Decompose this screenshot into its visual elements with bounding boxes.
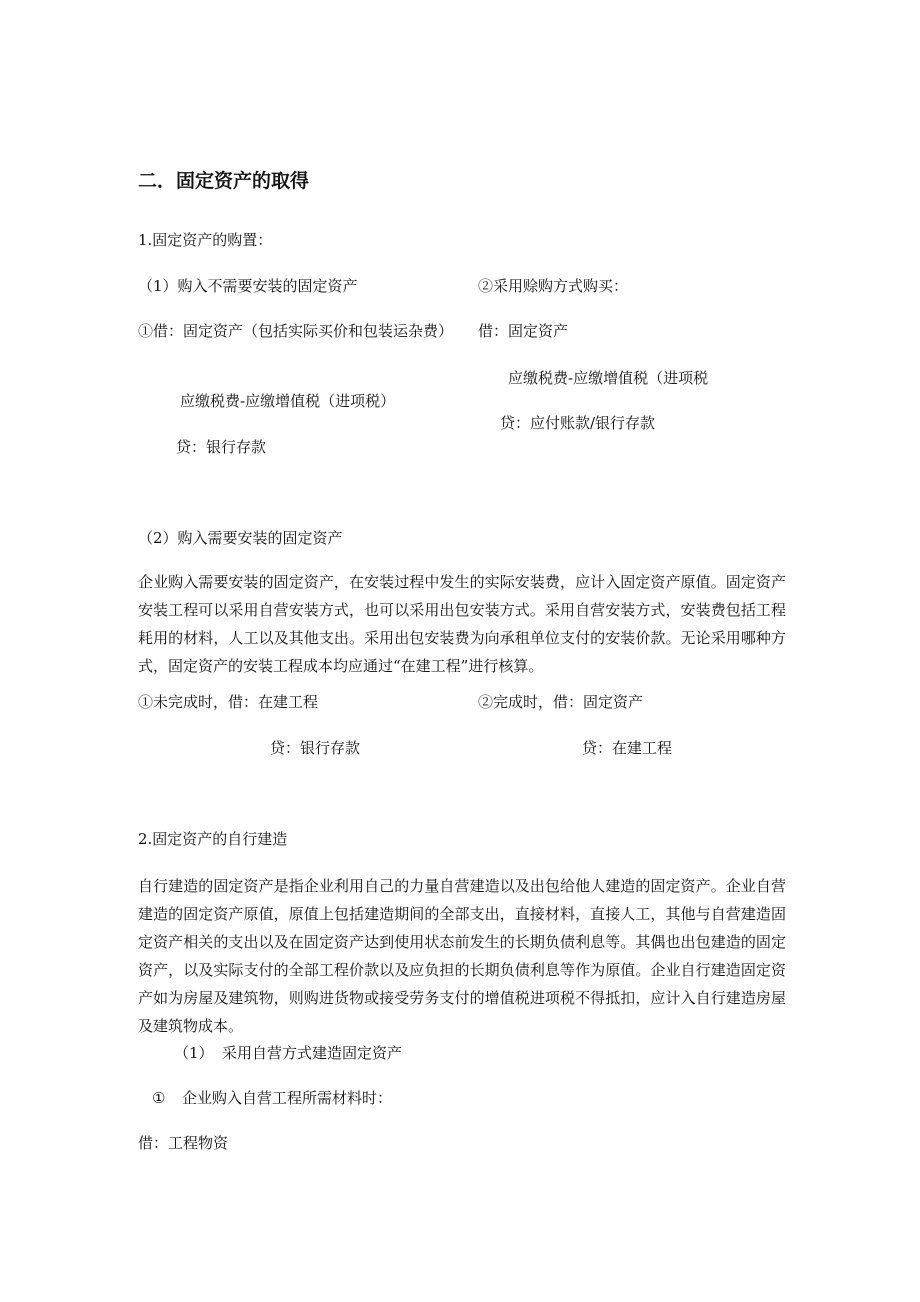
- section-heading: 二．固定资产的取得: [138, 170, 310, 192]
- journal-entry-debit-fixed-asset: ①借：固定资产（包括实际买价和包装运杂费）: [138, 322, 454, 340]
- item-number-1: （1）: [174, 1044, 214, 1062]
- item-text-self-operated: 采用自营方式建造固定资产: [222, 1044, 403, 1062]
- credit-purchase-debit: 借：固定资产: [478, 322, 569, 340]
- entry-incomplete-debit: ①未完成时，借：在建工程: [138, 693, 319, 711]
- install-paragraph: 企业购入需要安装的固定资产，在安装过程中发生的实际安装费，应计入固定资产原值。固定资产安装工程可以采用自营安装方式，也可以采用出包安装方式。采用自营安装方式，安装费包括工程耗用的材料，人工以及其他支出。采用出包安装费为向承租单位支付的安装价款。无论采用哪种方式，固定资产的安装工程成本均应通过“在建工程”进行核算。: [138, 573, 786, 675]
- step-text-purchase-materials: 企业购入自营工程所需材料时：: [182, 1089, 393, 1107]
- credit-purchase-vat: 应缴税费-应缴增值税（进项税: [508, 369, 709, 387]
- entry-incomplete-credit: 贷：银行存款: [270, 739, 361, 757]
- entry-debit-engineering-materials: 借：工程物资: [138, 1134, 229, 1152]
- journal-entry-vat: 应缴税费-应缴增值税（进项税）: [180, 392, 396, 410]
- credit-purchase-title: ②采用赊购方式购买：: [478, 277, 629, 295]
- credit-purchase-credit: 贷：应付账款/银行存款: [500, 414, 656, 432]
- entry-complete-debit: ②完成时，借：固定资产: [478, 693, 644, 711]
- item-title-install: （2）购入需要安装的固定资产: [138, 529, 343, 547]
- journal-entry-credit-bank: 贷：银行存款: [176, 438, 267, 456]
- step-number-1: ①: [152, 1089, 166, 1107]
- item-title-no-install: （1）购入不需要安装的固定资产: [138, 277, 358, 295]
- subsection-title-self-construction: 2.固定资产的自行建造: [138, 830, 288, 848]
- subsection-title-purchase: 1.固定资产的购置：: [138, 231, 273, 249]
- self-construction-paragraph: 自行建造的固定资产是指企业利用自己的力量自营建造以及出包给他人建造的固定资产。企业自营建造的固定资产原值，原值上包括建造期间的全部支出，直接材料，直接人工，其他与自营建造固定资产相关的支出以及在固定资产达到使用状态前发生的长期负债利息等。其偶也出包建造的固定资产，以及实际支付的全部工程价款以及应负担的长期负债利息等作为原值。企业自行建造固定资产如为房屋及建筑物，则购进货物或接受劳务支付的增值税进项税不得抵扣，应计入自行建造房屋及建筑物成本。: [138, 877, 786, 1035]
- entry-complete-credit: 贷：在建工程: [582, 739, 673, 757]
